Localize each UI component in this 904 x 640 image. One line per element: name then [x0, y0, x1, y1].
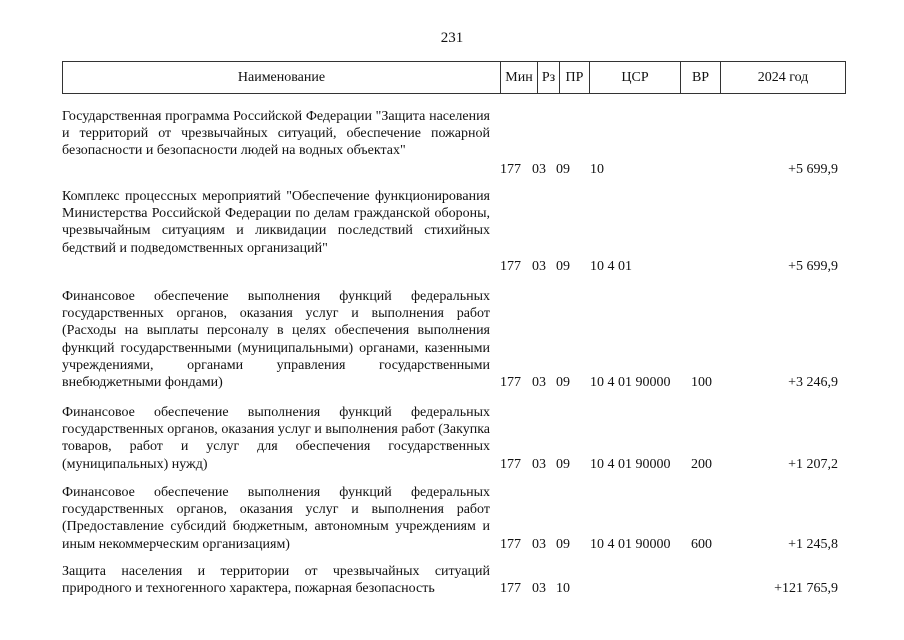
row-csr: 10 4 01 90000 [590, 375, 671, 390]
row-min: 177 [500, 537, 521, 552]
header-csr: ЦСР [589, 62, 680, 93]
row-name: Государственная программа Российской Федерации "Защита населения и территорий от чрезвычайных ситуаций, обеспечение пожарной безопасности и безопасности людей на водных объектах" [62, 109, 490, 159]
row-rz: 03 [532, 581, 546, 596]
row-min: 177 [500, 259, 521, 274]
row-pr: 09 [556, 537, 570, 552]
row-name: Комплекс процессных мероприятий "Обеспечение функционирования Министерства Российской Федерации по делам гражданской обороны, чрезвычайным ситуациям и ликвидации последствий стихийных бедствий и подведомственных организаций" [62, 189, 490, 256]
header-year: 2024 год [720, 62, 845, 93]
header-name: Наименование [237, 69, 326, 85]
row-amount: +1 245,8 [788, 537, 838, 552]
table-header [62, 61, 846, 94]
header-vr: ВР [680, 62, 720, 93]
row-min: 177 [500, 162, 521, 177]
row-rz: 03 [532, 259, 546, 274]
row-pr: 09 [556, 162, 570, 177]
row-csr: 10 4 01 90000 [590, 457, 671, 472]
row-min: 177 [500, 375, 521, 390]
row-pr: 10 [556, 581, 570, 596]
header-rz: Рз [537, 62, 559, 93]
row-name: Финансовое обеспечение выполнения функций федеральных государственных органов, оказания услуг и выполнения работ (Расходы на выплаты персоналу в целях обеспечения выполнения функций государственными (муниципальными) органами, казенными учреждениями, органами управления государственными внебюджетными фондами) [62, 289, 490, 391]
row-name: Финансовое обеспечение выполнения функций федеральных государственных органов, оказания услуг и выполнения работ (Предоставление субсидий бюджетным, автономным учреждениям и иным некоммерческим организациям) [62, 485, 490, 552]
row-amount: +5 699,9 [788, 162, 838, 177]
row-rz: 03 [532, 457, 546, 472]
row-rz: 03 [532, 162, 546, 177]
row-vr: 600 [691, 537, 712, 552]
row-vr: 200 [691, 457, 712, 472]
row-amount: +1 207,2 [788, 457, 838, 472]
row-csr: 10 4 01 90000 [590, 537, 671, 552]
row-pr: 09 [556, 375, 570, 390]
row-amount: +3 246,9 [788, 375, 838, 390]
row-name: Защита населения и территории от чрезвычайных ситуаций природного и техногенного характера, пожарная безопасность [62, 564, 490, 597]
row-pr: 09 [556, 457, 570, 472]
row-min: 177 [500, 457, 521, 472]
row-amount: +121 765,9 [774, 581, 838, 596]
row-amount: +5 699,9 [788, 259, 838, 274]
page-number: 231 [440, 30, 464, 46]
header-pr: ПР [559, 62, 589, 93]
row-name: Финансовое обеспечение выполнения функций федеральных государственных органов, оказания услуг и выполнения работ (Закупка товаров, работ и услуг для обеспечения государственных (муниципальных) нужд) [62, 405, 490, 472]
row-rz: 03 [532, 537, 546, 552]
row-csr: 10 [590, 162, 604, 177]
header-min: Мин [500, 62, 537, 93]
row-min: 177 [500, 581, 521, 596]
row-pr: 09 [556, 259, 570, 274]
row-vr: 100 [691, 375, 712, 390]
row-csr: 10 4 01 [590, 259, 632, 274]
row-rz: 03 [532, 375, 546, 390]
